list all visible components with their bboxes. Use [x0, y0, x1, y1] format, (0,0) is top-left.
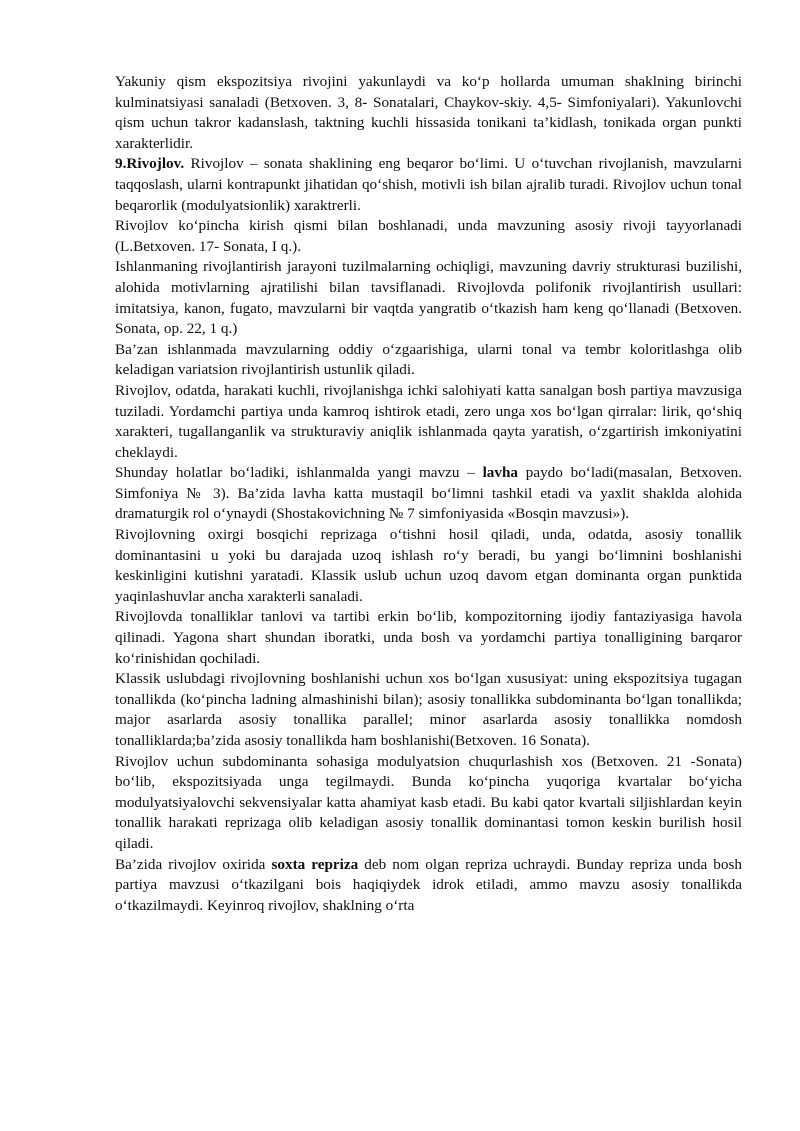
text-run: deb nom olgan repriza uchraydi. Bunday repriza unda bosh partiya mavzusi o‘tkazilgani bois haqiqiydek idrok etiladi, ammo mavzu asosiy tonallikda o‘tkazilmaydi. Keyinroq rivojlov, shaklning o‘rta	[115, 855, 742, 914]
text-run: Ba’zan ishlanmada mavzularning oddiy o‘zgaarishiga, ularni tonal va tembr koloritlashga olib keladigan variatsion rivojlantirish ustunlik qiladi.	[115, 340, 742, 379]
text-run: Rivojlov uchun subdominanta sohasiga modulyatsion chuqurlashish xos (Betxoven. 21 -Sonata) bo‘lib, ekspozitsiyada unga tegilmaydi. Bunda ko‘pincha yuqoriga kvartalar bo‘yicha modulyatsiyalovchi sekvensiyalar katta ahamiyat kasb etadi. Bu kabi qator kvartali siljishlardan keyin tonallik harakati reprizaga olib keladigan asosiy tonallik dominantasi tomon keskin burilish hosil qiladi.	[115, 752, 742, 852]
bold-term: lavha	[482, 464, 519, 482]
paragraph	[115, 340, 742, 381]
text-run: Klassik uslubdagi rivojlovning boshlanishi uchun xos bo‘lgan xususiyat: uning ekspozitsiya tugagan tonallikda (ko‘pincha ladning almashinishi bilan); asosiy tonallikka subdominanta bo‘lgan tonallikda; major asarlarda asosiy tonallika parallel; minor asarlarda asosiy tonallikka nomdosh tonalliklarda;ba’zida asosiy tonallikda ham boshlanishi(Betxoven. 16 Sonata).	[115, 670, 742, 749]
text-run: Ba’zida rivojlov oxirida	[115, 855, 272, 873]
paragraph	[115, 525, 742, 607]
text-run: Shunday holatlar bo‘ladiki, ishlanmalda yangi mavzu –	[115, 464, 483, 482]
text-run: Ishlanmaning rivojlantirish jarayoni tuzilmalarning ochiqligi, mavzuning davriy strukturasi buzilishi, alohida motivlarning ajratilishi bilan tavsiflanadi. Rivojlovda polifonik rivojlantirish usullari: imitatsiya, kanon, fugato, mavzularni bir vaqtda yangratib o‘tkazish ham keng qo‘llanadi (Betxoven. Sonata, op. 22, 1 q.)	[115, 258, 742, 338]
text-run: Rivojlovning oxirgi bosqichi reprizaga o‘tishni hosil qiladi, unda, odatda, asosiy tonallik dominantasini u yoki bu darajada uzoq ishlash ro‘y beradi, bu yangi bo‘limnini boshlanishi keskinligini kutishni yaratadi. Klassik uslub uchun uzoq davom etgan dominanta organ punktida yaqinlashuvlar ancha xarakterli sanaladi.	[115, 526, 742, 605]
text-run: Rivojlov, odatda, harakati kuchli, rivojlanishga ichki salohiyati katta sanalgan bosh partiya mavzusiga tuziladi. Yordamchi partiya unda kamroq ishtirok etadi, zero unga xos bo‘lgan qirralar: lirik, qo‘shiq xarakteri, tugallanganlik va strukturaviy aniqlik ishlanmada qayta yaratish, o‘zgartirish imkoniyatini cheklaydi.	[115, 381, 742, 461]
document-body	[115, 72, 742, 916]
paragraph	[115, 669, 742, 751]
paragraph	[115, 607, 742, 669]
paragraph	[115, 257, 742, 339]
paragraph	[115, 72, 742, 154]
bold-term: soxta repriza	[271, 855, 359, 873]
paragraph	[115, 154, 742, 216]
paragraph	[115, 855, 742, 917]
paragraph	[115, 463, 742, 525]
text-run: Rivojlovda tonalliklar tanlovi va tartibi erkin bo‘lib, kompozitorning ijodiy fantaziyasiga havola qilinadi. Yagona shart shundan iboratki, unda bosh va yordamchi partiya tonalligining barqaror ko‘rinishidan qochiladi.	[115, 608, 742, 667]
paragraph	[115, 381, 742, 463]
bold-term: 9.Rivojlov.	[115, 155, 185, 173]
text-run: Yakuniy qism ekspozitsiya rivojini yakunlaydi va ko‘p hollarda umuman shaklning birinchi kulminatsiyasi sanaladi (Betxoven. 3, 8- Sonatalari, Chaykov-skiy. 4,5- Simfoniyalari). Yakunlovchi qism uchun takror kadanslash, taktning kuchli hissasida tonikani ta’kidlash, tonikada organ punkti xarakterlidir.	[115, 73, 742, 152]
text-run: paydo bo‘ladi(masalan, Betxoven. Simfoniya № 3). Ba’zida lavha katta mustaqil bo‘limni tashkil etadi va yaxlit shaklda alohida dramaturgik rol o‘ynaydi (Shostakovichning № 7 simfoniyasida «Bosqin mavzusi»).	[115, 464, 742, 523]
paragraph	[115, 752, 742, 855]
text-run: Rivojlov – sonata shaklining eng beqaror bo‘limi. U o‘tuvchan rivojlanish, mavzularni taqqoslash, ularni kontrapunkt jihatidan qo‘shish, motivli ish bilan ajralib turadi. Rivojlov uchun tonal beqarorlik (modulyatsionlik) xaraktrerli.	[115, 155, 742, 214]
paragraph	[115, 216, 742, 257]
text-run: Rivojlov ko‘pincha kirish qismi bilan boshlanadi, unda mavzuning asosiy rivoji tayyorlanadi (L.Betxoven. 17- Sonata, I q.).	[115, 217, 742, 255]
